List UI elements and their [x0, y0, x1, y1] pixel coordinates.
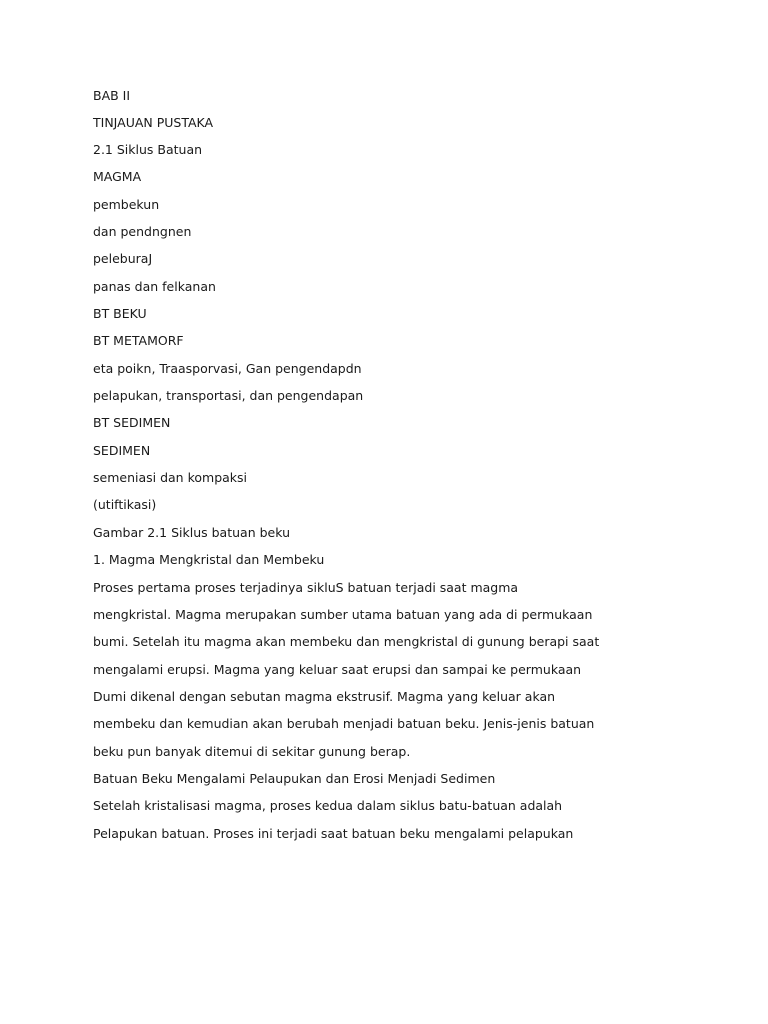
diagram-label: peleburaJ — [93, 251, 153, 266]
subsection-heading: Batuan Beku Mengalami Pelaupukan dan Erosi Menjadi Sedimen — [93, 771, 496, 786]
figure-caption: Gambar 2.1 Siklus batuan beku — [93, 525, 290, 540]
paragraph-line: Setelah kristalisasi magma, proses kedua dalam siklus batu-batuan adalah — [93, 798, 563, 813]
diagram-label: BT BEKU — [93, 306, 147, 321]
diagram-label: (utiftikasi) — [93, 497, 157, 512]
paragraph-line: Pelapukan batuan. Proses ini terjadi saat batuan beku mengalami pelapukan — [93, 826, 574, 841]
paragraph-line: mengalami erupsi. Magma yang keluar saat erupsi dan sampai ke permukaan — [93, 662, 582, 677]
subsection-heading: 1. Magma Mengkristal dan Membeku — [93, 552, 325, 567]
paragraph-line: membeku dan kemudian akan berubah menjadi batuan beku. Jenis-jenis batuan — [93, 716, 595, 731]
diagram-label: dan pendngnen — [93, 224, 192, 239]
chapter-title: TINJAUAN PUSTAKA — [93, 115, 214, 130]
diagram-label: semeniasi dan kompaksi — [93, 470, 248, 485]
paragraph-line: beku pun banyak ditemui di sekitar gunung berap. — [93, 744, 411, 759]
diagram-label: panas dan felkanan — [93, 279, 216, 294]
section-heading: 2.1 Siklus Batuan — [93, 142, 203, 157]
diagram-label: SEDIMEN — [93, 443, 151, 458]
diagram-label: pembekun — [93, 197, 160, 212]
paragraph-line: mengkristal. Magma merupakan sumber utama batuan yang ada di permukaan — [93, 607, 593, 622]
paragraph-line: Dumi dikenal dengan sebutan magma ekstrusif. Magma yang keluar akan — [93, 689, 556, 704]
diagram-label: pelapukan, transportasi, dan pengendapan — [93, 388, 364, 403]
diagram-label: MAGMA — [93, 169, 142, 184]
diagram-label: BT SEDIMEN — [93, 415, 171, 430]
paragraph-line: bumi. Setelah itu magma akan membeku dan mengkristal di gunung berapi saat — [93, 634, 600, 649]
chapter-number: BAB II — [93, 88, 131, 103]
diagram-label: BT METAMORF — [93, 333, 184, 348]
paragraph-line: Proses pertama proses terjadinya sikluS batuan terjadi saat magma — [93, 580, 519, 595]
diagram-label: eta poikn, Traasporvasi, Gan pengendapdn — [93, 361, 362, 376]
